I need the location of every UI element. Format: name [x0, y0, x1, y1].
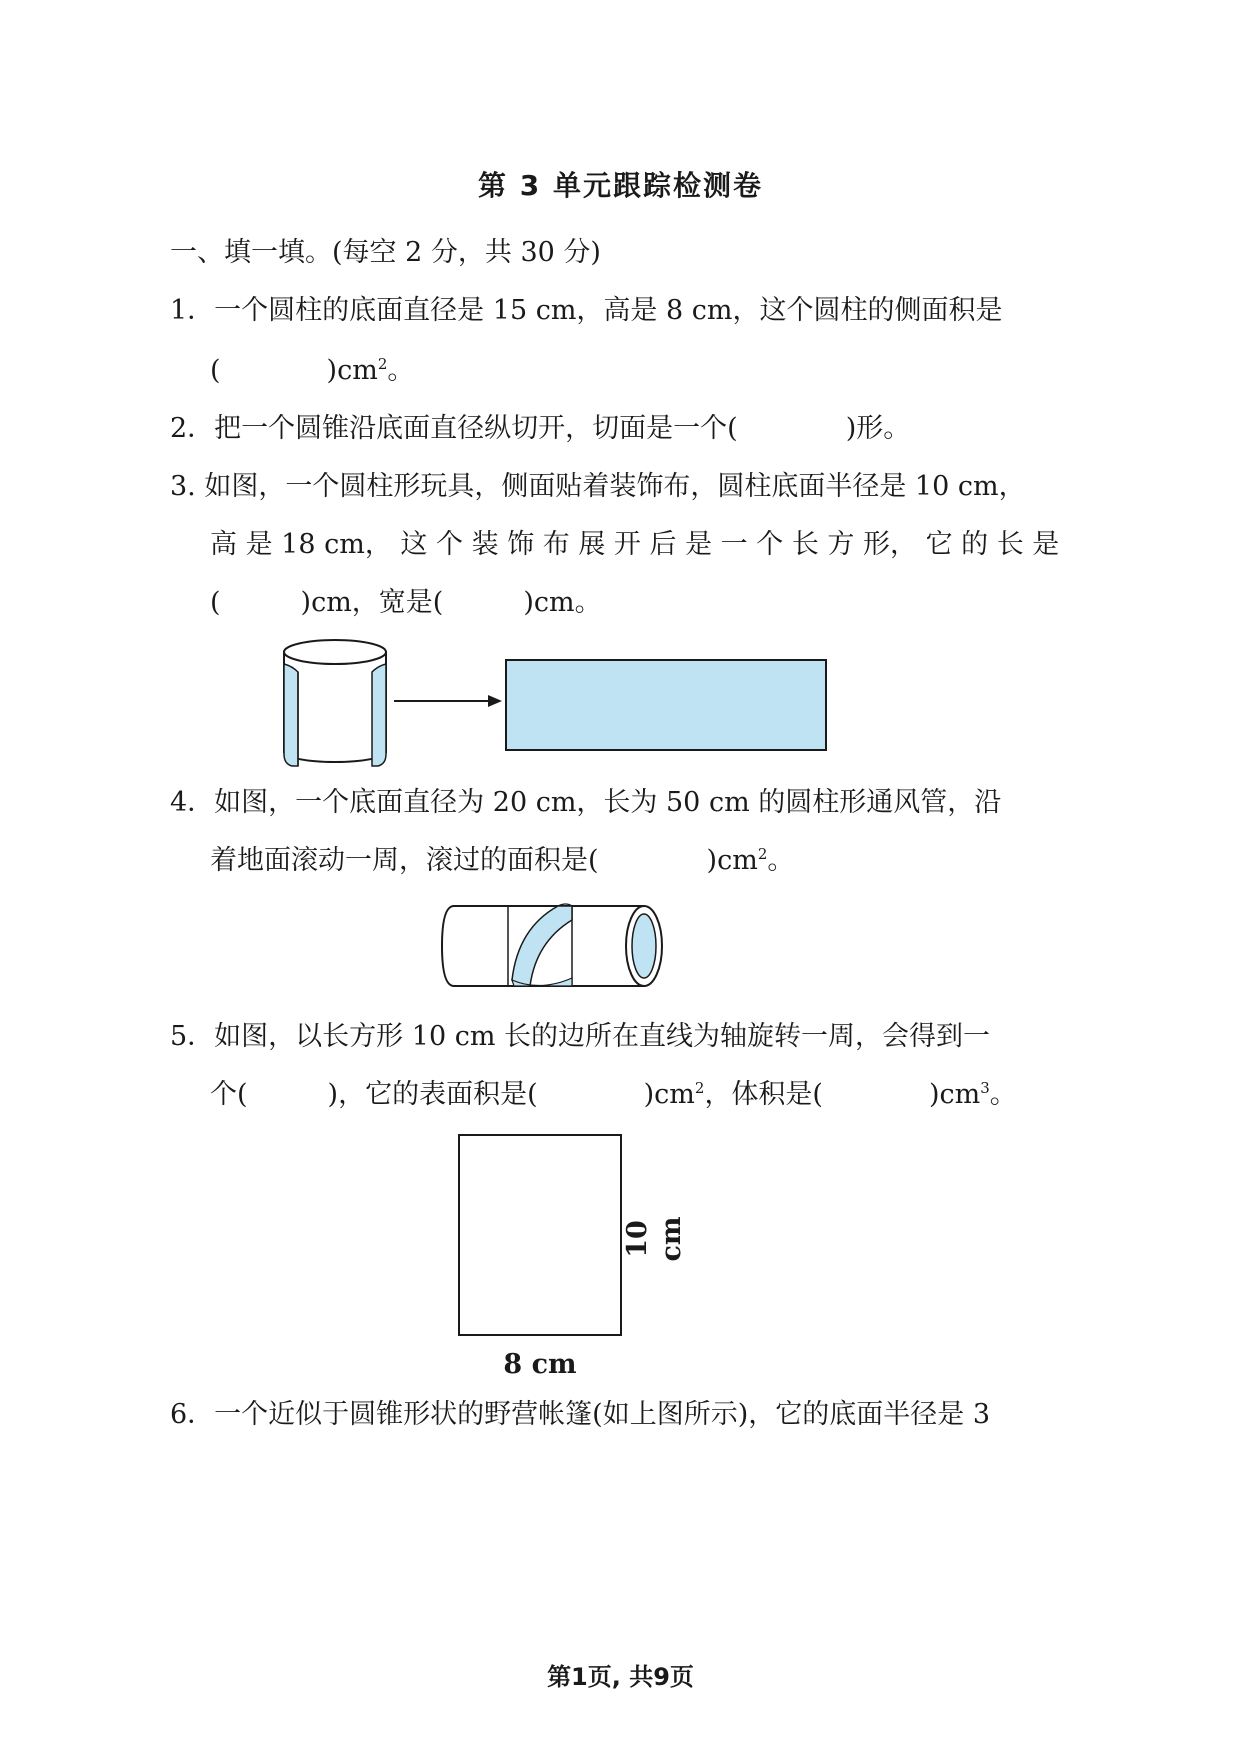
height-label: 10 cm: [622, 1216, 687, 1262]
question-1-answer-line: [210, 354, 414, 388]
punct: 。: [989, 1079, 1017, 1110]
unit-text: )cm: [928, 1079, 981, 1110]
question-2-line: [170, 412, 910, 446]
question-5-text: 5．如图，以长方形 10 cm 长的边所在直线为轴旋转一周，会得到一: [170, 1021, 991, 1052]
unit-text: )cm: [643, 1079, 695, 1110]
rectangle-figure: [458, 1134, 622, 1336]
page-footer: 第1页, 共9页: [547, 1663, 694, 1691]
unit-text: )cm，宽是(: [300, 587, 444, 618]
punct: 。: [387, 355, 415, 386]
question-3-text: 3. 如图，一个圆柱形玩具，侧面贴着装饰布，圆柱底面半径是 10 cm，: [170, 471, 1026, 502]
question-1-text: 1．一个圆柱的底面直径是 15 cm，高是 8 cm，这个圆柱的侧面积是: [170, 295, 1003, 326]
question-5-prefix: 个(: [210, 1079, 248, 1110]
ventilation-pipe-figure: [438, 898, 670, 994]
question-5-mid: )，它的表面积是(: [327, 1079, 538, 1110]
pipe-opening: [632, 914, 656, 978]
section-heading: 一、填一填。(每空 2 分，共 30 分): [170, 237, 601, 268]
blank-open: (: [210, 355, 221, 386]
question-4-answer-line: [210, 844, 794, 878]
question-6-text: 6．一个近似于圆锥形状的野营帐篷(如上图所示)，它的底面半径是 3: [170, 1399, 991, 1430]
punct: 。: [767, 845, 795, 876]
width-label: 8 cm: [503, 1349, 577, 1380]
arrow-head: [488, 695, 502, 707]
question-4-text-2: 着地面滚动一周，滚过的面积是(: [210, 845, 599, 876]
question-3-text-2: 高 是 18 cm， 这 个 装 饰 布 展 开 后 是 一 个 长 方 形， 它 的 长 是: [210, 529, 1060, 560]
unit-text: )cm: [706, 845, 758, 876]
cylinder-top: [284, 640, 386, 664]
unit-superscript: 2: [377, 355, 388, 373]
blank-open: (: [210, 587, 221, 618]
unit-text: )形。: [845, 413, 911, 444]
unit-text: )cm: [326, 355, 378, 386]
question-3-answer-line: [210, 586, 602, 620]
unit-text: )cm。: [523, 587, 602, 618]
question-2-text: 2．把一个圆锥沿底面直径纵切开，切面是一个(: [170, 413, 738, 444]
left-strip: [284, 664, 298, 766]
cylinder-unroll-figure: [270, 628, 840, 773]
question-5-answer-line: [210, 1078, 1017, 1112]
question-5-mid-2: ，体积是(: [704, 1079, 823, 1110]
unrolled-rectangle: [506, 660, 826, 750]
unit-superscript: 2: [757, 845, 768, 863]
right-strip: [372, 664, 386, 766]
page-title: 第 3 单元跟踪检测卷: [478, 169, 763, 202]
unit-superscript: 2: [694, 1079, 705, 1097]
question-4-text: 4．如图，一个底面直径为 20 cm，长为 50 cm 的圆柱形通风管，沿: [170, 787, 1002, 818]
unit-superscript: 3: [980, 1079, 990, 1097]
